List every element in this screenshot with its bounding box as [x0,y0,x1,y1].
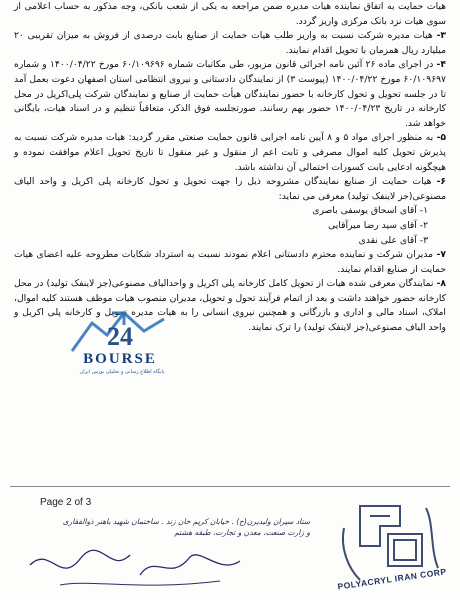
paragraph-7 [14,248,446,277]
representative-item [14,204,446,219]
paragraph-number: ۳- [436,30,446,42]
paragraph-8 [14,277,446,335]
paragraph-4 [14,58,446,131]
representative-name: آقای اسحاق یوسفی باصری [312,205,417,217]
svg-text:24: 24 [107,322,133,351]
representative-item [14,234,446,249]
representative-number: ۳- [419,234,428,246]
paragraph-3 [14,29,446,58]
representative-number: ۱- [419,205,428,217]
paragraph-text: در اجرای ماده ۲۶ آئین نامه اجرائی قانون مزبور، طی مکاتبات شماره ۶۰/۱۰۹۶۹۶ مورخ ۱۴۰۰/۰۴/۲۲ و شماره ۶۰/۱۰۹۶۹۷ مورخ ۱۴۰۰/۰۴/۲۲ (پیوست ۳) از نمایندگان دادستانی و نیروی انتظامی استان اصفهان دعوت بعمل آمد تا در جلسه تحویل و تحول کارخانه با حضور نمایندگان هیأت حمایت از صنایع و نمایندگان شرکت پلی‌اکریل در محل کارخانه در تاریخ ۱۴۰۰/۰۴/۲۳ حضور بهم رسانند. صورتجلسه فوق الذکر، متعاقباً تنظیم و در اسناد هیات، بایگانی خواهد شد. [14,59,446,129]
paragraph-number: ۷- [436,249,446,261]
watermark-subtitle: پایگاه اطلاع رسانی و تحلیلی بورس ایران [79,369,165,375]
page-number: Page 2 of 3 [40,497,92,508]
paragraph-number: ۶- [436,176,447,188]
paragraph-number: ۵- [436,132,447,144]
stamp-label: POLYACRYL IRAN CORP [336,566,448,592]
paragraph-5 [14,131,446,175]
representative-item [14,219,446,234]
representative-name: آقای علی نقدی [358,234,417,246]
paragraph-number: ۴- [436,59,446,71]
representative-name: آقای سید رضا میرآقایی [328,219,417,231]
paragraph-text: نمایندگان معرفی شده هیات از تحویل کامل کارخانه پلی اکریل و واحدالیاف مصنوعی(جز لاینفک تولید) در محل کارخانه حضور خواهند داشت و بعد از اتمام فرآیند تحول و تحویل، مدیران منصوب هیات موظف هستند کلیه اموال، املاک، اسناد مالی و اداری و بازرگانی و همچنین نیروی انسانی را به هیات مدیره تحویل و کارخانه پلی اکریل و واحد الیاف مصنوعی(جز لاینفک تولید) را ترک نمایند. [14,278,446,334]
watermark-word: BOURSE [83,351,157,367]
paragraph-text: هیات مدیره شرکت نسبت به واریز طلب هیات حمایت از صنایع بابت درصدی از فروش به میزان تقریبی ۲۰ میلیارد ریال همزمان با تحویل اقدام نمایند. [14,30,446,56]
paragraph-top-continued [14,0,446,29]
company-stamp [330,488,454,600]
document-body [14,0,446,470]
paragraph-text: هیات حمایت به اتفاق نماینده هیات مدیره ضمن مراجعه به یکی از شعب بانکی، وجه مذکور به حساب اعلامی از سوی هیات نزد بانک مرکزی واریز گردد. [14,1,446,27]
paragraph-number: ۸- [436,278,446,290]
representative-number: ۲- [419,219,428,231]
footer-handwritten-note: ستاد سیران ولیدیرن(ح) . خیابان کریم خان زند . ساختمان شهید باهنر ذوالفقاری و زارت صنعت، معدن و تجارت، طبقه هشتم [62,517,310,537]
paragraph-text: مدیران شرکت و نماینده محترم دادستانی اعلام نمودند نسبت به استرداد شکایات مطروحه علیه اعضای هیات حمایت از صنایع اقدام نمایند. [14,249,446,275]
paragraph-6 [14,175,446,204]
footer-divider [10,486,450,487]
paragraph-text: به منظور اجرای مواد ۵ و ۸ آیین نامه اجرایی قانون حمایت صنعتی مقرر گردید: هیات مدیره شرکت نسبت به پذیرش تحویل کلیه اموال مصرفی و ثابت اعم از منقول و غیر منقول تا تاریخ تحویل اعلام موافقت نموده و هیچگونه ادعایی بابت کسورات احتمالی آن نداشته باشد. [14,132,446,173]
paragraph-text: هیات حمایت از صنایع نمایندگان مشروحه ذیل را جهت تحویل و تحول کارخانه پلی اکریل و واحد الیاف مصنوعی(جز لاینفک تولید) معرفی می نماید: [14,176,446,202]
signatures-icon [20,535,250,595]
